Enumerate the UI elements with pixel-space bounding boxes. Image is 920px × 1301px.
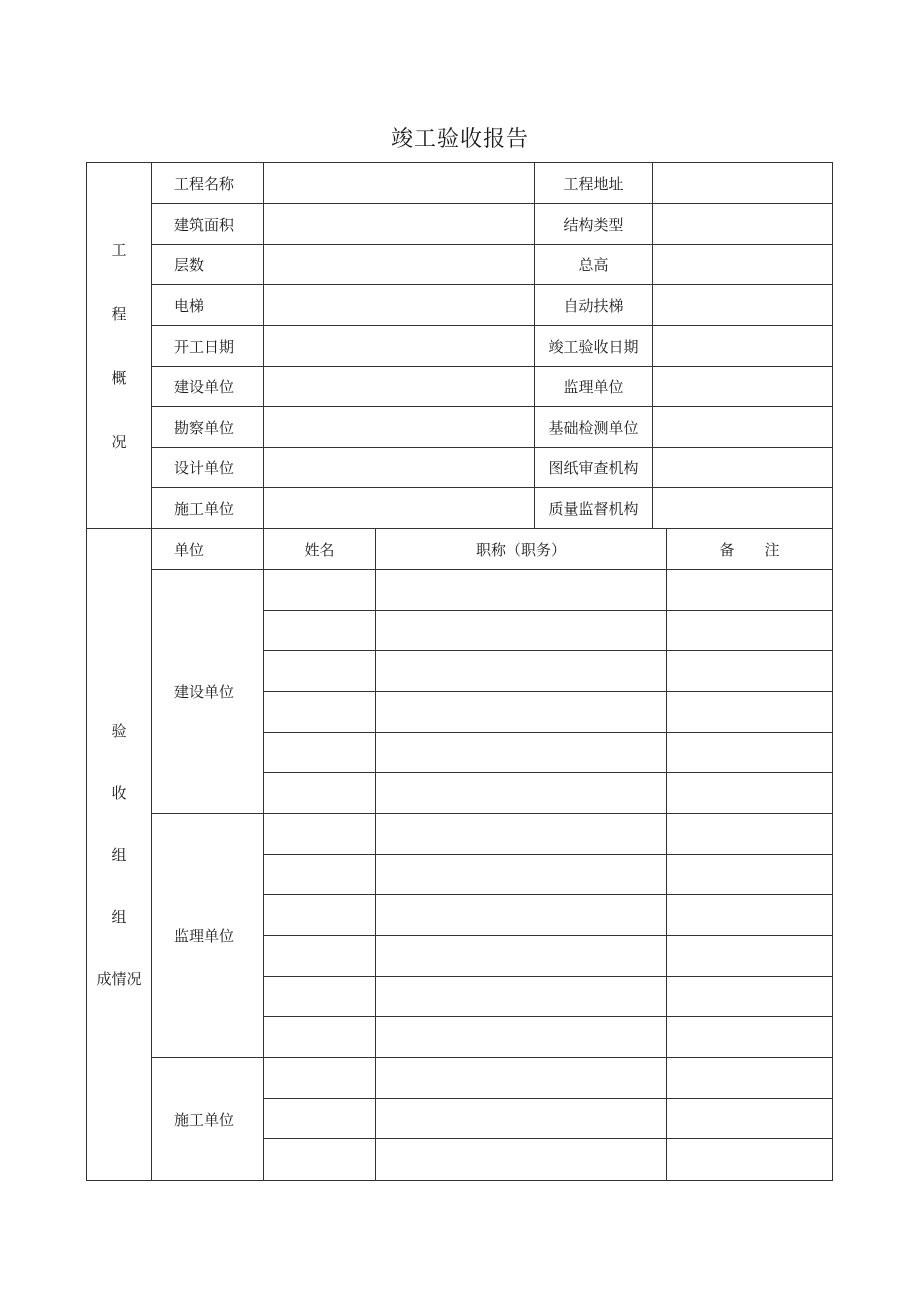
field-input[interactable] bbox=[653, 407, 832, 448]
section-label-char: 成情况 bbox=[96, 969, 142, 988]
member-title-input[interactable] bbox=[376, 1058, 667, 1099]
member-title-input[interactable] bbox=[376, 651, 667, 692]
field-input[interactable] bbox=[264, 488, 535, 529]
section-label-char: 收 bbox=[111, 783, 127, 802]
field-label: 开工日期 bbox=[152, 326, 264, 367]
member-title-input[interactable] bbox=[376, 611, 667, 652]
field-label: 设计单位 bbox=[152, 448, 264, 488]
acceptance-form bbox=[86, 162, 833, 1181]
field-label: 自动扶梯 bbox=[535, 285, 653, 326]
member-title-input[interactable] bbox=[376, 692, 667, 733]
member-title-input[interactable] bbox=[376, 1139, 667, 1180]
field-label: 建筑面积 bbox=[152, 204, 264, 245]
section-label-overview bbox=[87, 163, 152, 529]
group-unit-label: 监理单位 bbox=[152, 814, 264, 1058]
member-remark-input[interactable] bbox=[667, 814, 832, 855]
field-input[interactable] bbox=[653, 326, 832, 367]
member-remark-input[interactable] bbox=[667, 651, 832, 692]
section-label-committee bbox=[87, 529, 152, 1180]
member-remark-input[interactable] bbox=[667, 977, 832, 1018]
section-label-char: 组 bbox=[111, 845, 127, 864]
member-name-input[interactable] bbox=[264, 651, 376, 692]
section-label-char: 程 bbox=[111, 304, 127, 323]
member-name-input[interactable] bbox=[264, 773, 376, 814]
column-header-title: 职称（职务） bbox=[376, 529, 667, 570]
member-title-input[interactable] bbox=[376, 570, 667, 611]
member-remark-input[interactable] bbox=[667, 1099, 832, 1140]
member-remark-input[interactable] bbox=[667, 773, 832, 814]
field-input[interactable] bbox=[653, 448, 832, 488]
page-title: 竣工验收报告 bbox=[390, 127, 529, 152]
member-name-input[interactable] bbox=[264, 1017, 376, 1058]
field-label: 质量监督机构 bbox=[535, 488, 653, 529]
member-title-input[interactable] bbox=[376, 733, 667, 774]
field-input[interactable] bbox=[653, 488, 832, 529]
member-remark-input[interactable] bbox=[667, 1139, 832, 1180]
member-title-input[interactable] bbox=[376, 855, 667, 896]
member-name-input[interactable] bbox=[264, 611, 376, 652]
field-label: 竣工验收日期 bbox=[535, 326, 653, 367]
member-title-input[interactable] bbox=[376, 773, 667, 814]
member-name-input[interactable] bbox=[264, 936, 376, 977]
member-remark-input[interactable] bbox=[667, 733, 832, 774]
field-input[interactable] bbox=[653, 204, 832, 245]
member-title-input[interactable] bbox=[376, 977, 667, 1018]
section-label-char: 况 bbox=[111, 432, 127, 451]
column-header-unit: 单位 bbox=[152, 529, 264, 570]
field-label: 基础检测单位 bbox=[535, 407, 653, 448]
field-input[interactable] bbox=[264, 367, 535, 407]
field-label: 监理单位 bbox=[535, 367, 653, 407]
field-input[interactable] bbox=[264, 326, 535, 367]
member-remark-input[interactable] bbox=[667, 895, 832, 936]
field-input[interactable] bbox=[653, 163, 832, 204]
section-label-char: 组 bbox=[111, 907, 127, 926]
member-name-input[interactable] bbox=[264, 570, 376, 611]
member-remark-input[interactable] bbox=[667, 1058, 832, 1099]
field-label: 结构类型 bbox=[535, 204, 653, 245]
field-label: 施工单位 bbox=[152, 488, 264, 529]
member-name-input[interactable] bbox=[264, 692, 376, 733]
field-label: 工程名称 bbox=[152, 163, 264, 204]
column-header-remark: 备 注 bbox=[667, 529, 832, 570]
member-name-input[interactable] bbox=[264, 895, 376, 936]
field-label: 勘察单位 bbox=[152, 407, 264, 448]
field-input[interactable] bbox=[264, 245, 535, 285]
member-name-input[interactable] bbox=[264, 1139, 376, 1180]
member-remark-input[interactable] bbox=[667, 855, 832, 896]
field-input[interactable] bbox=[264, 407, 535, 448]
member-name-input[interactable] bbox=[264, 1099, 376, 1140]
member-title-input[interactable] bbox=[376, 895, 667, 936]
member-remark-input[interactable] bbox=[667, 1017, 832, 1058]
member-title-input[interactable] bbox=[376, 936, 667, 977]
column-header-name: 姓名 bbox=[264, 529, 376, 570]
field-label: 电梯 bbox=[152, 285, 264, 326]
section-label-char: 概 bbox=[111, 368, 127, 387]
field-input[interactable] bbox=[653, 367, 832, 407]
member-name-input[interactable] bbox=[264, 855, 376, 896]
field-input[interactable] bbox=[264, 285, 535, 326]
field-input[interactable] bbox=[264, 204, 535, 245]
member-name-input[interactable] bbox=[264, 977, 376, 1018]
field-input[interactable] bbox=[653, 245, 832, 285]
field-label: 建设单位 bbox=[152, 367, 264, 407]
member-title-input[interactable] bbox=[376, 814, 667, 855]
field-label: 工程地址 bbox=[535, 163, 653, 204]
member-remark-input[interactable] bbox=[667, 692, 832, 733]
group-unit-label: 施工单位 bbox=[152, 1058, 264, 1180]
field-label: 层数 bbox=[152, 245, 264, 285]
section-label-char: 验 bbox=[111, 721, 127, 740]
group-unit-label: 建设单位 bbox=[152, 570, 264, 814]
field-input[interactable] bbox=[653, 285, 832, 326]
member-name-input[interactable] bbox=[264, 1058, 376, 1099]
section-label-char: 工 bbox=[111, 240, 127, 259]
member-name-input[interactable] bbox=[264, 814, 376, 855]
field-input[interactable] bbox=[264, 163, 535, 204]
member-title-input[interactable] bbox=[376, 1099, 667, 1140]
member-remark-input[interactable] bbox=[667, 570, 832, 611]
member-remark-input[interactable] bbox=[667, 611, 832, 652]
member-name-input[interactable] bbox=[264, 733, 376, 774]
field-input[interactable] bbox=[264, 448, 535, 488]
field-label: 总高 bbox=[535, 245, 653, 285]
member-remark-input[interactable] bbox=[667, 936, 832, 977]
field-label: 图纸审查机构 bbox=[535, 448, 653, 488]
member-title-input[interactable] bbox=[376, 1017, 667, 1058]
